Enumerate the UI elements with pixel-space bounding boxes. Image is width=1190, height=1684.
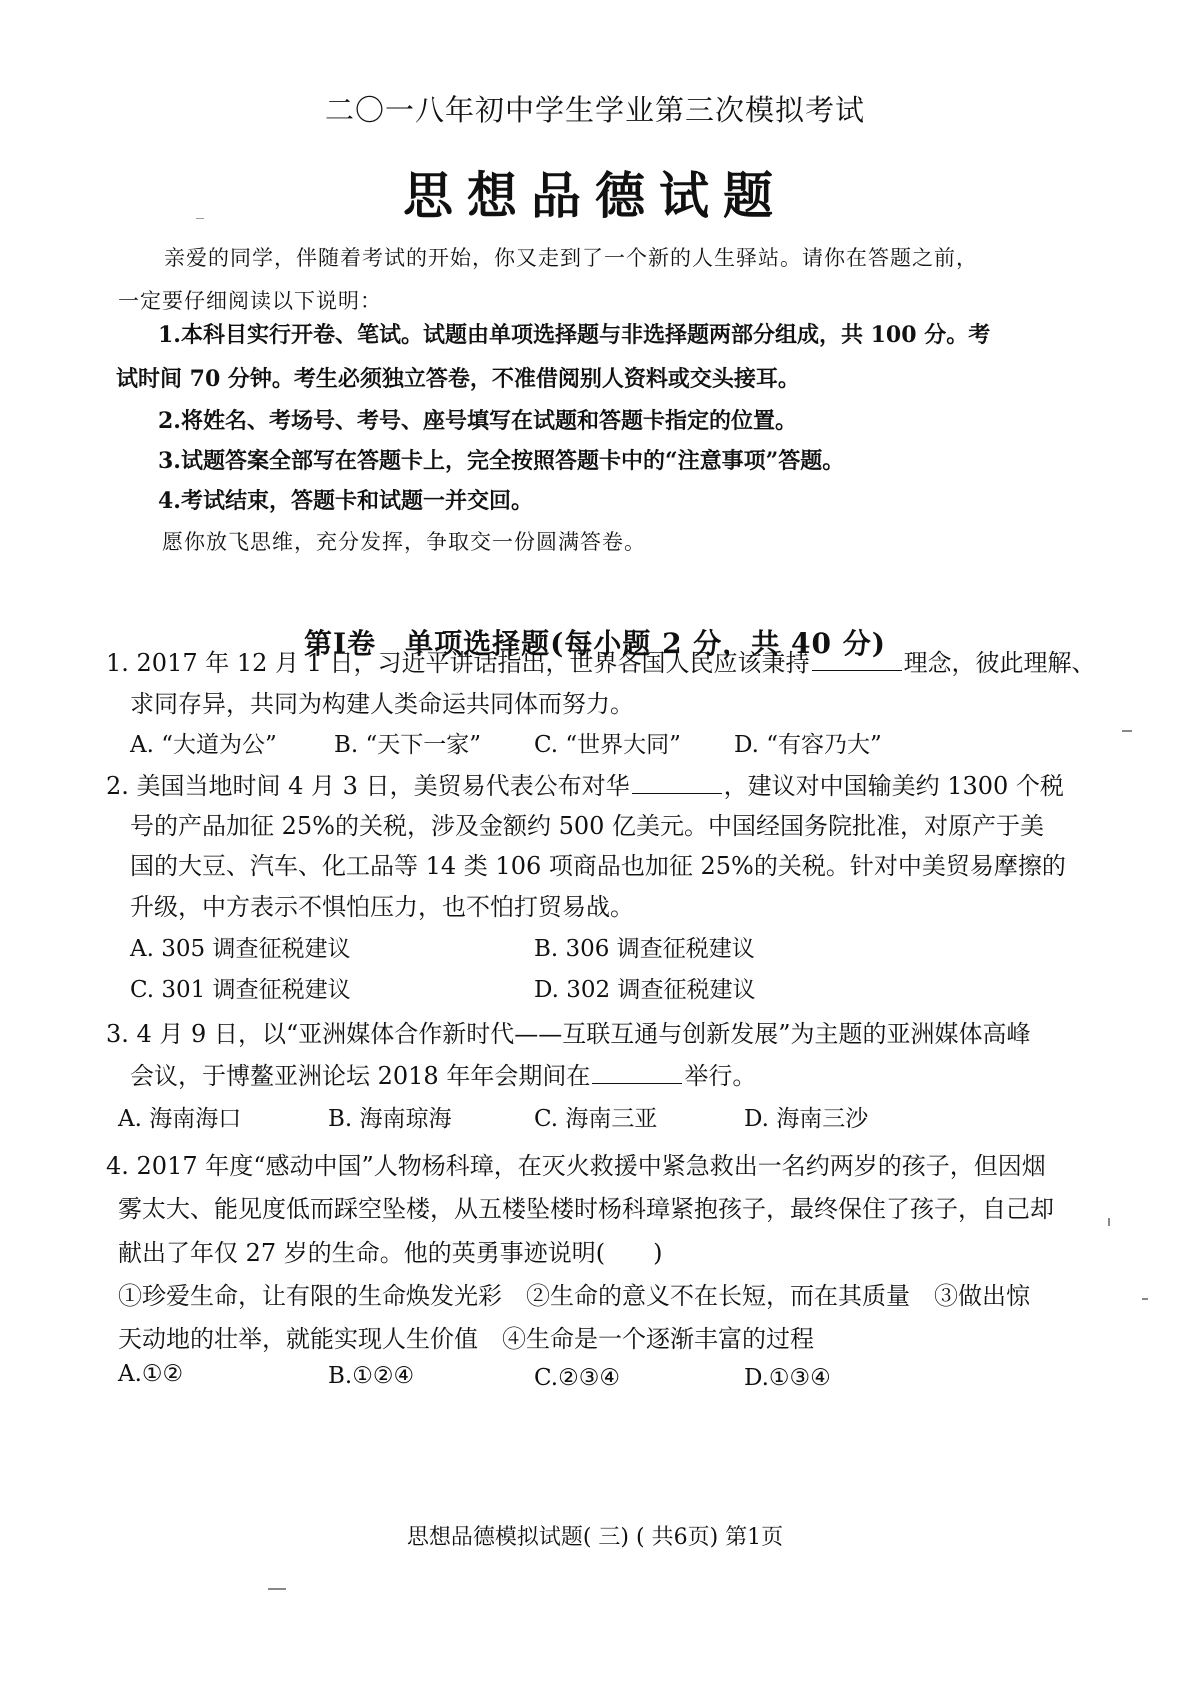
question-1-line-1 bbox=[106, 643, 1096, 678]
exam-title: 思想品德试题 bbox=[403, 166, 787, 225]
answer-blank bbox=[812, 652, 902, 671]
question-4-line-3: 献出了年仅 27 岁的生命。他的英勇事迹说明( ) bbox=[118, 1239, 663, 1267]
question-4-option-a: A.①② bbox=[118, 1361, 184, 1387]
question-2-option-c: C. 301 调查征税建议 bbox=[130, 977, 351, 1003]
question-2-line-3: 国的大豆、汽车、化工品等 14 类 106 项商品也加征 25%的关税。针对中美贸易摩擦的 bbox=[130, 852, 1066, 880]
question-4-line-1: 4. 2017 年度“感动中国”人物杨科璋，在灭火救援中紧急救出一名约两岁的孩子，但因烟 bbox=[106, 1152, 1046, 1180]
question-4-option-d: D.①③④ bbox=[744, 1365, 831, 1391]
question-3-text-b: 举行。 bbox=[684, 1062, 757, 1090]
page-footer: 思想品德模拟试题( 三) ( 共6页) 第1页 bbox=[406, 1525, 784, 1550]
question-1-option-b: B. “天下一家” bbox=[334, 732, 482, 758]
question-2-line-1 bbox=[106, 766, 1064, 801]
question-2-text-b: ，建议对中国输美约 1300 个税 bbox=[723, 772, 1064, 800]
question-3-text-a: 会议，于博鳌亚洲论坛 2018 年年会期间在 bbox=[130, 1062, 591, 1090]
scan-mark bbox=[196, 218, 204, 219]
question-3-option-a: A. 海南海口 bbox=[118, 1106, 242, 1132]
question-3-line-1: 3. 4 月 9 日，以“亚洲媒体合作新时代——互联互通与创新发展”为主题的亚洲媒体高峰 bbox=[106, 1020, 1031, 1048]
instruction-1a: 1.本科目实行开卷、笔试。试题由单项选择题与非选择题两部分组成，共 100 分。考 bbox=[158, 322, 991, 348]
scan-speck bbox=[1142, 1298, 1148, 1300]
answer-blank bbox=[592, 1065, 682, 1084]
intro-line-2: 一定要仔细阅读以下说明： bbox=[118, 289, 382, 313]
question-2-option-d: D. 302 调查征税建议 bbox=[534, 977, 756, 1003]
question-4-option-b: B.①②④ bbox=[328, 1363, 415, 1389]
question-2-text-a: 2. 美国当地时间 4 月 3 日，美贸易代表公布对华 bbox=[106, 772, 630, 800]
question-2-option-a: A. 305 调查征税建议 bbox=[130, 936, 351, 962]
instruction-2: 2.将姓名、考场号、考号、座号填写在试题和答题卡指定的位置。 bbox=[158, 408, 797, 434]
scan-speck bbox=[1122, 730, 1132, 732]
instruction-1b: 试时间 70 分钟。考生必须独立答卷，不准借阅别人资料或交头接耳。 bbox=[116, 366, 800, 392]
question-4-line-2: 雾太大、能见度低而踩空坠楼，从五楼坠楼时杨科璋紧抱孩子，最终保住了孩子，自己却 bbox=[118, 1195, 1054, 1223]
question-2-line-4: 升级，中方表示不惧怕压力，也不怕打贸易战。 bbox=[130, 893, 634, 921]
question-2-line-2: 号的产品加征 25%的关税，涉及金额约 500 亿美元。中国经国务院批准，对原产于美 bbox=[130, 812, 1045, 840]
question-4-option-c: C.②③④ bbox=[534, 1365, 620, 1391]
question-1-line-2: 求同存异，共同为构建人类命运共同体而努力。 bbox=[130, 690, 634, 718]
section-heading: 第Ⅰ卷 单项选择题(每小题 2 分，共 40 分) bbox=[303, 627, 887, 660]
intro-line-1: 亲爱的同学，伴随着考试的开始，你又走到了一个新的人生驿站。请你在答题之前， bbox=[164, 246, 978, 270]
question-1-text-b: 理念，彼此理解、 bbox=[903, 649, 1096, 677]
question-3-option-b: B. 海南琼海 bbox=[328, 1106, 452, 1132]
question-3-option-d: D. 海南三沙 bbox=[744, 1106, 869, 1132]
question-1-text-a: 1. 2017 年 12 月 1 日，习近平讲话指出，世界各国人民应该秉持 bbox=[106, 649, 810, 677]
instruction-4: 4.考试结束，答题卡和试题一并交回。 bbox=[158, 488, 533, 514]
question-1-option-a: A. “大道为公” bbox=[130, 732, 277, 758]
question-1-option-c: C. “世界大同” bbox=[534, 732, 681, 758]
intro-closing: 愿你放飞思维，充分发挥，争取交一份圆满答卷。 bbox=[162, 530, 646, 554]
scan-speck bbox=[1108, 1218, 1110, 1226]
question-4-line-5: 天动地的壮举，就能实现人生价值 ④生命是一个逐渐丰富的过程 bbox=[118, 1325, 814, 1353]
answer-blank bbox=[632, 775, 722, 794]
question-2-option-b: B. 306 调查征税建议 bbox=[534, 936, 755, 962]
question-1-option-d: D. “有容乃大” bbox=[734, 732, 882, 758]
question-3-line-2 bbox=[130, 1056, 756, 1091]
question-4-line-4: ①珍爱生命，让有限的生命焕发光彩 ②生命的意义不在长短，而在其质量 ③做出惊 bbox=[118, 1282, 1030, 1310]
scan-speck bbox=[268, 1588, 286, 1590]
question-3-option-c: C. 海南三亚 bbox=[534, 1106, 658, 1132]
exam-subtitle: 二〇一八年初中学生学业第三次模拟考试 bbox=[324, 93, 865, 127]
instruction-3: 3.试题答案全部写在答题卡上，完全按照答题卡中的“注意事项”答题。 bbox=[158, 448, 845, 474]
